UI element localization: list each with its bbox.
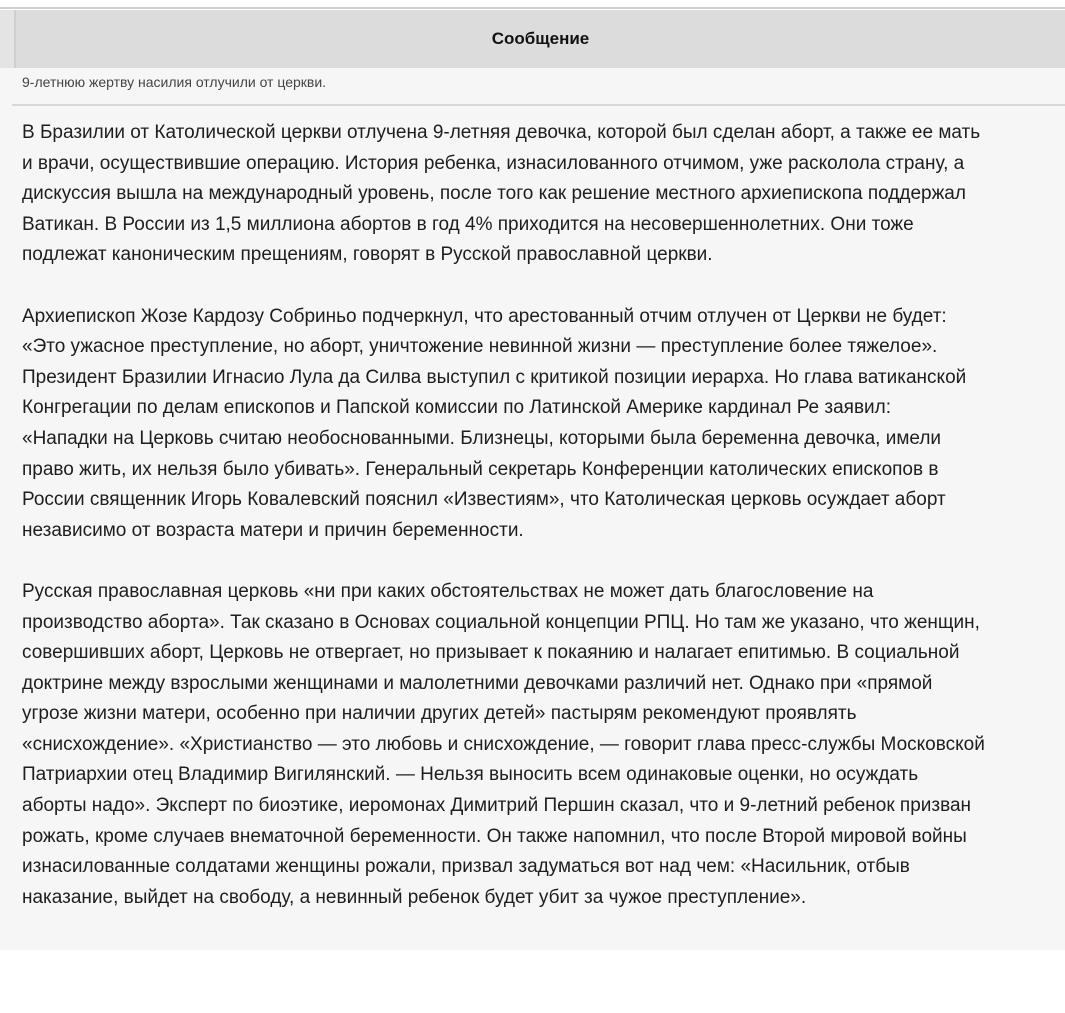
text-line: изнасилованные солдатами женщины рожали, призвал задуматься вот над чем: «Насильник, отбыв (22, 856, 910, 878)
text-line: Ватикан. В России из 1,5 миллиона абортов в год 4% приходится на несовершеннолетних. Они тоже (22, 213, 914, 235)
header-title: Сообщение (491, 29, 590, 48)
text-line: Патриархии отец Владимир Вигилянский. — Нельзя выносить всем одинаковые оценки, но осуждать (22, 764, 919, 786)
text-line: России священник Игорь Ковалевский пояснил «Известиям», что Католическая церковь осуждает аборт (22, 489, 946, 511)
text-line: дискуссия вышла на международный уровень, после того как решение местного архиепископа поддержал (22, 183, 966, 205)
message-body (22, 118, 1065, 944)
paragraph (22, 118, 1065, 271)
text-line: «снисхождение». «Христианство — это любовь и снисхождение, — говорит глава пресс-службы Московской (22, 733, 985, 755)
text-line: право жить, их нельзя было убивать». Генеральный секретарь Конференции католических епископов в (22, 458, 939, 480)
header-left-cell (0, 10, 16, 68)
divider (12, 104, 1065, 106)
top-border (0, 7, 1065, 9)
text-line: Архиепископ Жозе Кардозу Собриньо подчеркнул, что арестованный отчим отлучен от Церкви не будет: (22, 305, 947, 327)
paragraph (22, 577, 1065, 914)
text-line: рожать, кроме случаев внематочной беременности. Он также напомнил, что после Второй мировой войны (22, 825, 967, 847)
text-line: аборты надо». Эксперт по биоэтике, иеромонах Димитрий Першин сказал, что и 9-летний ребенок призван (22, 795, 972, 817)
message-subject: 9-летнюю жертву насилия отлучили от церкви. (22, 74, 327, 90)
text-line: угрозе жизни матери, особенно при наличии других детей» пастырям рекомендуют проявлять (22, 703, 857, 725)
message-header (16, 10, 1065, 68)
text-line: и врачи, осуществившие операцию. История ребенка, изнасилованного отчимом, уже расколола страну, а (22, 152, 965, 174)
text-line: независимо от возраста матери и причин беременности. (22, 519, 524, 541)
text-line: подлежат каноническим прещениям, говорят в Русской православной церкви. (22, 244, 713, 266)
paragraph (22, 302, 1065, 547)
text-line: «Нападки на Церковь считаю необоснованными. Близнецы, которыми была беременна девочка, имели (22, 427, 942, 449)
text-line: В Бразилии от Католической церкви отлучена 9-летняя девочка, которой был сделан аборт, а также ее мать (22, 122, 981, 143)
text-line: Русская православная церковь «ни при каких обстоятельствах не может дать благословение на (22, 580, 874, 602)
text-line: наказание, выйдет на свободу, а невинный ребенок будет убит за чужое преступление». (22, 886, 807, 908)
text-line: Президент Бразилии Игнасио Лула да Силва выступил с критикой позиции иерарха. Но глава ватиканской (22, 366, 967, 388)
text-line: доктрине между взрослыми женщинами и малолетними девочками различий нет. Однако при «прямой (22, 672, 933, 694)
text-line: производство аборта». Так сказано в Основах социальной концепции РПЦ. Но там же указано, что женщин, (22, 611, 980, 633)
text-line: Конгрегации по делам епископов и Папской комиссии по Латинской Америке кардинал Ре заявил: (22, 397, 892, 419)
text-line: «Это ужасное преступление, но аборт, уничтожение невинной жизни — преступление более тяжелое». (22, 336, 938, 358)
text-line: совершивших аборт, Церковь не отвергает, но призывает к покаянию и налагает епитимью. В социальной (22, 642, 960, 664)
